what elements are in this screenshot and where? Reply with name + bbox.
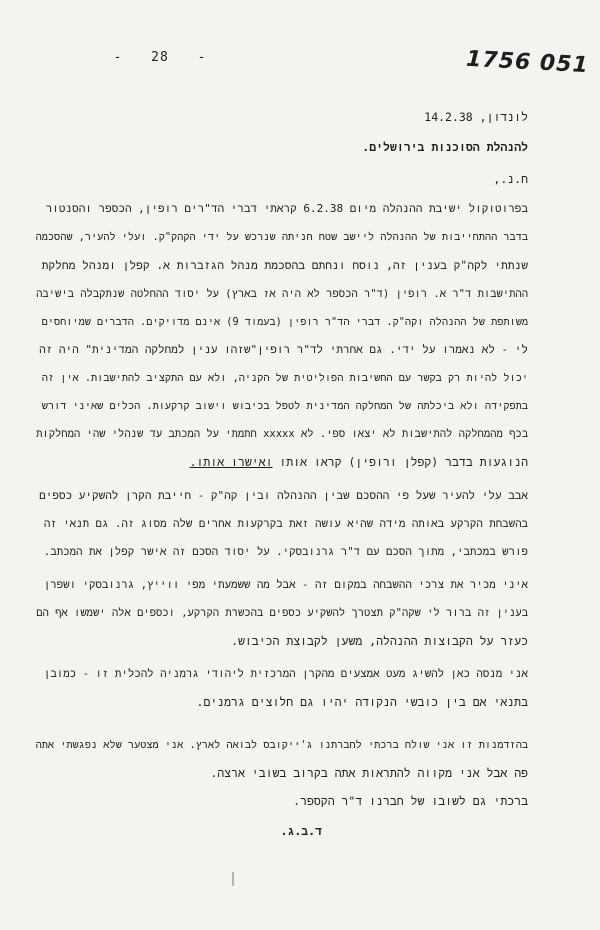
paragraph-3-line: כעזר על הקבוצות ההנהלה, משען לקבוצת הכיבוש.: [231, 634, 528, 648]
paragraph-3-line: איני מכיר את צרכי ההשבחה במקום זה - אבל מה ששמעתי מפי ווייץ, גרנובסקי ושפרן: [43, 578, 528, 591]
salutation: ח.נ.,: [493, 172, 528, 186]
paragraph-5-line: ברכתי גם לשובו של חברנו ד"ר הקספר.: [293, 794, 528, 808]
stray-ink-mark: [232, 872, 234, 886]
paragraph-1-line: שנתתי לקה"ק בענין זה, נוסח ונחתם בהסכמת מנהל הגזברות א. קפלן ומנהל מחלקת: [41, 259, 528, 272]
paragraph-1-line: בדבר ההתחייבות של ההנהלה ליישב שטח חניתה שנרכש על ידי הקהק"ק. ועלי להעיר, שהסכמה: [35, 231, 528, 243]
paragraph-4-line: אני מנסה כאן להשיג מעט אמצעים מהקרן המרכזית ליהודי גרמניה להכלית זו - כמובן: [43, 667, 528, 680]
paragraph-1-line: יכול להיות רק בקשר עם החשיבות הפוליטית של הקניה, ולא עם התקציב להתישבות. אין זה: [41, 372, 528, 384]
page-number-dash-left: -: [113, 50, 123, 65]
place-date: לונדון, 14.2.38: [424, 110, 528, 124]
page-number-dash-right: -: [197, 50, 207, 65]
paragraph-5-line: בהזדמנות זו אני שולח ברכתי לחברתנו ג'ייקובס לבואה לארץ. אני מצטער שלא נפגשתי אתה: [35, 739, 528, 751]
paragraph-1-line: לי - לא נאמרו על ידי. גם אחרתי לד"ר רופין"שזהו ענין למחלקה המדינית" היה זה: [39, 343, 528, 356]
paragraph-1-line: הנוגעות בדבר (קפלן ורופין) קראו אותו ואישרו אותו.: [189, 455, 528, 469]
paragraph-2-line: בהשבחת הקרקע באותה מידה שהיא עושה זאת בקרקעות אחרים שלה מסוג זה. גם תנאי זה: [43, 517, 528, 530]
paragraph-1-line: בפרוטוקול ישיבת ההנהלה מיום 6.2.38 קראתי דברי הד"רים רופין, הכספר והסנטור: [45, 202, 528, 215]
paragraph-5-line: פה אבל אני מקווה להתראות אתה בקרוב בשובי ארצה.: [210, 766, 528, 780]
paragraph-1-line: ההתישבות ד"ר א. רופין (ד"ר הכספר לא היה אז בארץ) על יסוד ההחלטה שנתקבלה בישיבה: [36, 288, 528, 300]
archive-number: 1756 051: [465, 46, 590, 79]
page-number-value: 28: [151, 50, 169, 65]
paragraph-1-line: בכף מהמחלקה להתישבות לא יצאו ספי. לא xxxxx חתמתי על המכתב עד שנהלי שהי המחלקות: [36, 428, 528, 440]
paragraph-2-line: אבב עלי להעיר שעל פי ההסכם שבין ההנהלה ובין קה"ק - חייבת הקרן להשקיע כספים: [39, 489, 528, 502]
page-number: [0, 50, 320, 65]
paragraph-2-line: פורש במכתבי, מתוך הסכם עם ד"ר גרנובסקי. על יסוד הסכם זה אישר קפלן את המכתב.: [43, 545, 528, 558]
paragraph-1-line: בתפקידה ולא ביכלתה של המחלקה המדינית לטפל בכיבוש וישוב קרקעות. הכלים שאיני דורש: [41, 400, 528, 412]
paragraph-3-line: בענין זה ברור לי שקה"ק תצטרך להשקיע כספים בהכשרת הקרקע, וכספים אלה ישמשו אף הם: [36, 607, 528, 619]
signature: ד.ב.ג.: [280, 824, 322, 838]
paragraph-4-line: בתנאי אם בין כובשי הנקודה יהיו גם חלוצים גרמנים.: [196, 695, 528, 709]
recipient: להנהלת הסוכנות בירושלים.: [362, 140, 528, 154]
paragraph-1-line: משותפת של ההנהלה וקה"ק. דברי הד"ר רופין (בעמוד 9) אינם מדויקים. הדברים שמיוחסים: [41, 316, 528, 328]
